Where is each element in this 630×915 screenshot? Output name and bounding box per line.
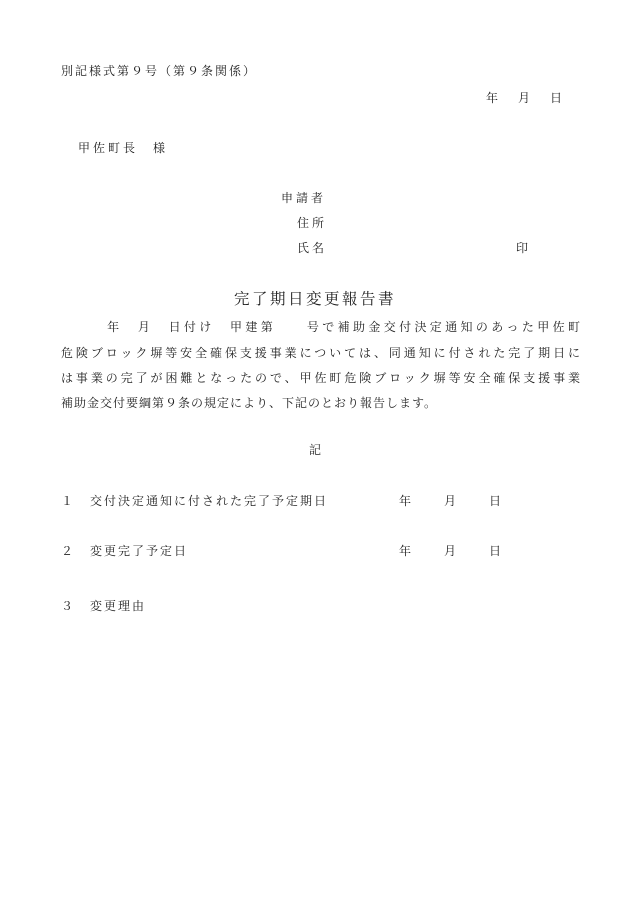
item-month: 月 xyxy=(444,494,459,508)
item-day: 日 xyxy=(489,544,504,558)
item-year: 年 xyxy=(399,544,414,558)
body-line-2: 危険ブロック塀等安全確保支援事業については、同通知に付された完了期日に xyxy=(61,346,580,360)
address-label: 住所 xyxy=(297,216,328,230)
item-number: ２ xyxy=(61,544,76,558)
date-line: 年 月 日 xyxy=(486,91,567,105)
document-title: 完了期日変更報告書 xyxy=(234,290,397,308)
item-label: 変更理由 xyxy=(90,599,147,613)
item-year: 年 xyxy=(399,494,414,508)
body-line-3: は事業の完了が困難となったので、甲佐町危険ブロック塀等安全確保支援事業 xyxy=(61,371,580,385)
item-label: 変更完了予定日 xyxy=(90,544,189,558)
item-day: 日 xyxy=(489,494,504,508)
item-month: 月 xyxy=(444,544,459,558)
body-line-4: 補助金交付要綱第９条の規定により、下記のとおり報告します。 xyxy=(61,396,438,410)
ki-heading: 記 xyxy=(309,443,324,457)
item-label: 交付決定通知に付された完了予定期日 xyxy=(90,494,329,508)
addressee: 甲佐町長 様 xyxy=(78,141,169,155)
item-number: １ xyxy=(61,494,76,508)
body-line-1: 年 月 日付け 甲建第 号で補助金交付決定通知のあった甲佐町 xyxy=(61,320,580,334)
form-number: 別記様式第９号（第９条関係） xyxy=(61,64,258,78)
seal-mark: 印 xyxy=(516,241,531,255)
item-number: ３ xyxy=(61,599,76,613)
name-label: 氏名 xyxy=(297,241,328,255)
applicant-label: 申請者 xyxy=(281,191,327,205)
